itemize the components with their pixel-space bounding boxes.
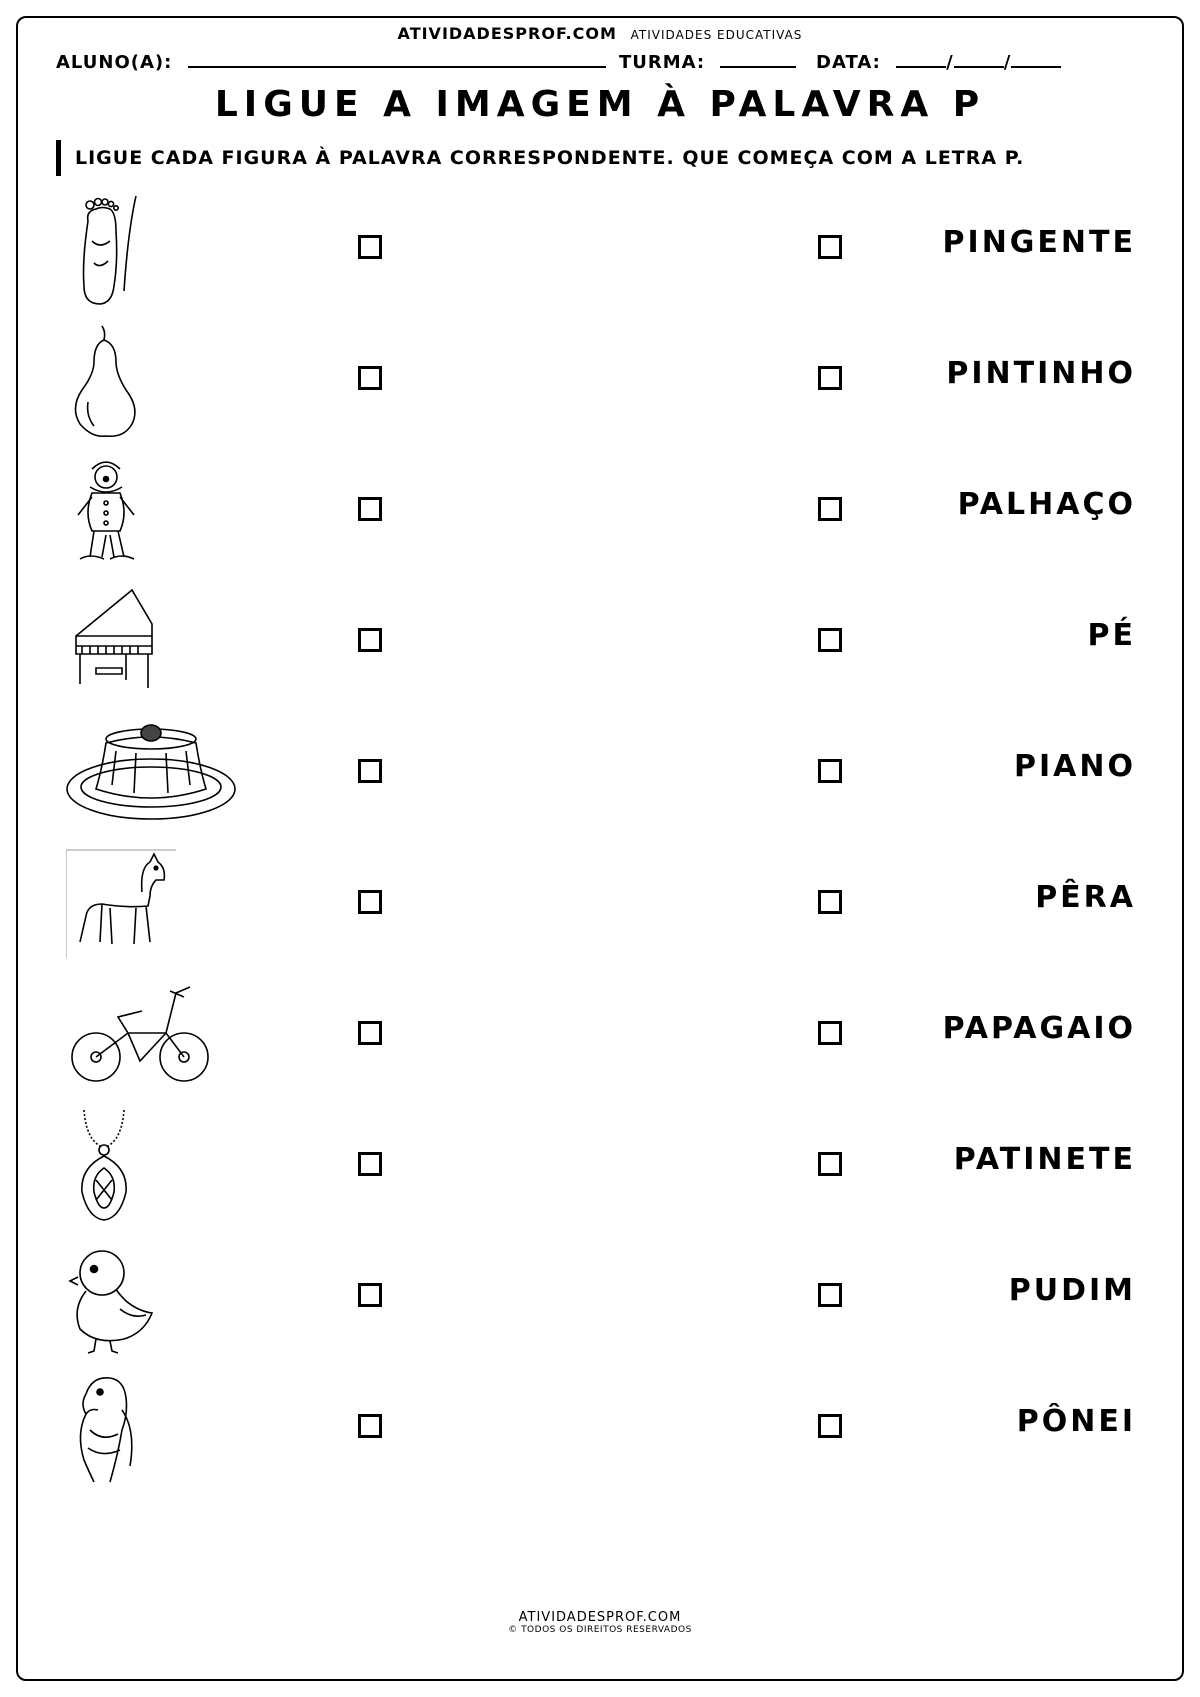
scooter-icon bbox=[66, 977, 236, 1095]
left-checkbox[interactable] bbox=[358, 235, 382, 259]
right-checkbox[interactable] bbox=[818, 1414, 842, 1438]
list-item bbox=[56, 447, 1146, 577]
list-item bbox=[56, 316, 1146, 446]
date-field bbox=[816, 50, 1061, 73]
word-label: PALHAÇO bbox=[957, 487, 1136, 522]
right-checkbox[interactable] bbox=[818, 497, 842, 521]
right-checkbox[interactable] bbox=[818, 235, 842, 259]
right-checkbox[interactable] bbox=[818, 1152, 842, 1176]
date-day-line[interactable] bbox=[896, 50, 946, 68]
list-item bbox=[56, 840, 1146, 970]
list-item bbox=[56, 185, 1146, 315]
site-tagline: ATIVIDADES EDUCATIVAS bbox=[630, 28, 803, 42]
left-checkbox[interactable] bbox=[358, 628, 382, 652]
word-label: PÔNEI bbox=[1016, 1404, 1136, 1439]
left-checkbox[interactable] bbox=[358, 1283, 382, 1307]
site-name: ATIVIDADESPROF.COM bbox=[397, 24, 617, 43]
pear-icon bbox=[66, 322, 236, 440]
word-label: PINTINHO bbox=[946, 356, 1136, 391]
word-label: PIANO bbox=[1014, 749, 1136, 784]
date-year-line[interactable] bbox=[1011, 50, 1061, 68]
chick-icon bbox=[66, 1239, 236, 1357]
word-label: PATINETE bbox=[953, 1142, 1136, 1177]
parrot-icon bbox=[66, 1370, 236, 1488]
date-separator: / bbox=[1003, 52, 1012, 73]
student-label: ALUNO(A): bbox=[56, 52, 173, 73]
pony-icon bbox=[66, 846, 236, 964]
list-item bbox=[56, 578, 1146, 708]
pendant-icon bbox=[66, 1108, 236, 1226]
footer bbox=[0, 1610, 1200, 1635]
foot-icon bbox=[66, 191, 236, 309]
left-checkbox[interactable] bbox=[358, 759, 382, 783]
class-line[interactable] bbox=[720, 50, 796, 68]
site-header bbox=[0, 24, 1200, 43]
right-checkbox[interactable] bbox=[818, 1021, 842, 1045]
date-separator: / bbox=[946, 52, 954, 73]
left-checkbox[interactable] bbox=[358, 1414, 382, 1438]
date-label: DATA: bbox=[816, 52, 881, 73]
word-label: PINGENTE bbox=[942, 225, 1136, 260]
list-item bbox=[56, 1364, 1146, 1494]
footer-copyright: © TODOS OS DIREITOS RESERVADOS bbox=[508, 1625, 692, 1635]
left-checkbox[interactable] bbox=[358, 1021, 382, 1045]
footer-site: ATIVIDADESPROF.COM bbox=[518, 1610, 682, 1625]
class-label: TURMA: bbox=[619, 52, 706, 73]
left-checkbox[interactable] bbox=[358, 497, 382, 521]
piano-icon bbox=[66, 584, 236, 702]
list-item bbox=[56, 971, 1146, 1101]
class-field bbox=[619, 50, 796, 73]
right-checkbox[interactable] bbox=[818, 628, 842, 652]
left-checkbox[interactable] bbox=[358, 1152, 382, 1176]
pudding-icon bbox=[66, 715, 236, 833]
list-item bbox=[56, 709, 1146, 839]
right-checkbox[interactable] bbox=[818, 759, 842, 783]
right-checkbox[interactable] bbox=[818, 1283, 842, 1307]
list-item bbox=[56, 1233, 1146, 1363]
instruction-text: LIGUE CADA FIGURA À PALAVRA CORRESPONDENTE. QUE COMEÇA COM A LETRA P. bbox=[56, 140, 1024, 176]
student-fields bbox=[56, 50, 1146, 80]
left-checkbox[interactable] bbox=[358, 890, 382, 914]
right-checkbox[interactable] bbox=[818, 366, 842, 390]
page-title: LIGUE A IMAGEM À PALAVRA P bbox=[214, 84, 986, 125]
word-label: PÉ bbox=[1087, 618, 1136, 653]
student-name-line[interactable] bbox=[188, 50, 606, 68]
left-checkbox[interactable] bbox=[358, 366, 382, 390]
clown-icon bbox=[66, 453, 236, 571]
date-month-line[interactable] bbox=[954, 50, 1004, 68]
list-item bbox=[56, 1102, 1146, 1232]
student-field bbox=[56, 50, 606, 73]
right-checkbox[interactable] bbox=[818, 890, 842, 914]
word-label: PÊRA bbox=[1035, 880, 1136, 915]
word-label: PUDIM bbox=[1008, 1273, 1136, 1308]
word-label: PAPAGAIO bbox=[942, 1011, 1136, 1046]
